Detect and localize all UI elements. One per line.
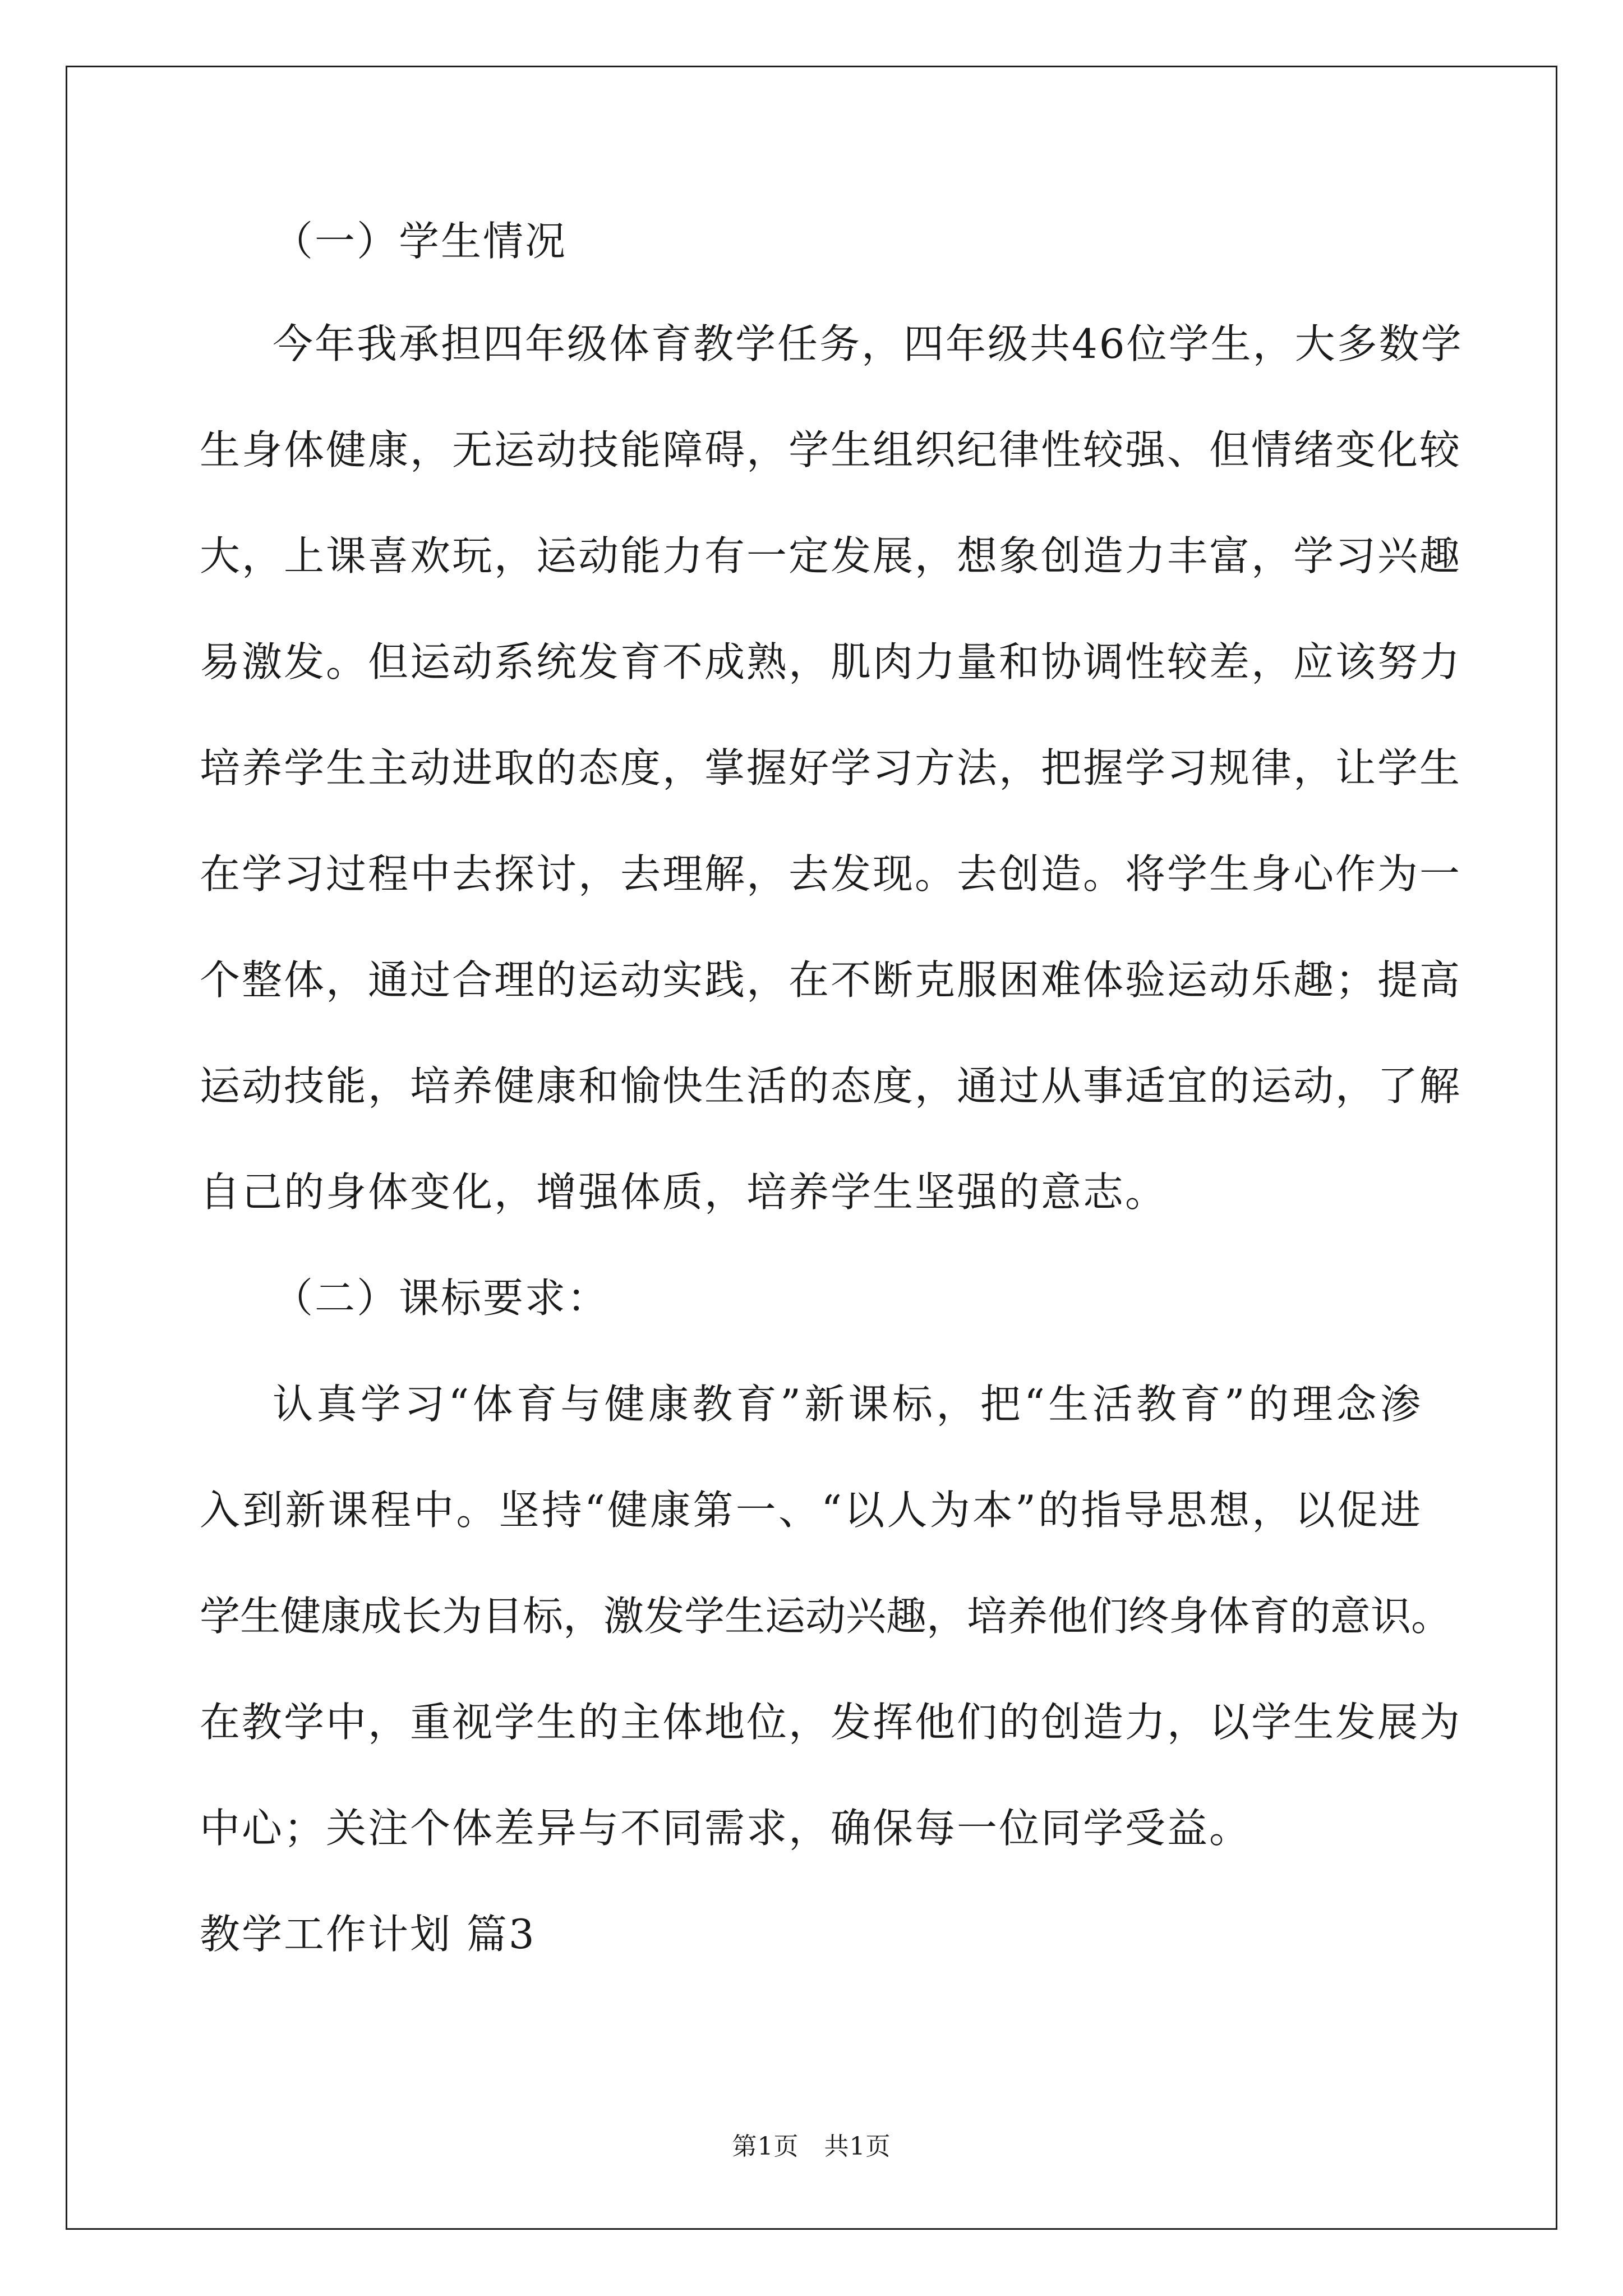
page-number-footer: 第1页 共1页: [732, 2132, 891, 2161]
section-heading-curriculum: （二）课标要求：: [273, 1274, 610, 1322]
paragraph-line: 个整体，通过合理的运动实践，在不断克服困难体验运动乐趣；提高: [200, 956, 1462, 1004]
paragraph-line: 生身体健康，无运动技能障碍，学生组织纪律性较强、但情绪变化较: [200, 426, 1462, 473]
paragraph-line: 中心；关注个体差异与不同需求，确保每一位同学受益。: [200, 1805, 1252, 1852]
paragraph-line: 在学习过程中去探讨，去理解，去发现。去创造。将学生身心作为一: [200, 850, 1462, 898]
paragraph-line: 运动技能，培养健康和愉快生活的态度，通过从事适宜的运动，了解: [200, 1062, 1462, 1110]
paragraph-line: 培养学生主动进取的态度，掌握好学习方法，把握学习规律，让学生: [200, 744, 1462, 792]
paragraph-line: 易激发。但运动系统发育不成熟，肌肉力量和协调性较差，应该努力: [200, 638, 1462, 685]
next-section-title: 教学工作计划 篇3: [200, 1911, 536, 1958]
section-heading-students: （一）学生情况: [273, 218, 568, 265]
paragraph-line: 学生健康成长为目标，激发学生运动兴趣，培养他们终身体育的意识。: [200, 1593, 1452, 1640]
paragraph-line: 在教学中，重视学生的主体地位，发挥他们的创造力，以学生发展为: [200, 1699, 1462, 1746]
paragraph-line: 入到新课程中。坚持“健康第一、“以人为本”的指导思想，以促进: [200, 1487, 1422, 1534]
paragraph-line: 认真学习“体育与健康教育”新课标，把“生活教育”的理念渗: [273, 1381, 1422, 1428]
paragraph-line: 大，上课喜欢玩，运动能力有一定发展，想象创造力丰富，学习兴趣: [200, 532, 1462, 579]
paragraph-line: 今年我承担四年级体育教学任务，四年级共46位学生，大多数学: [273, 320, 1463, 367]
paragraph-line: 自己的身体变化，增强体质，培养学生坚强的意志。: [200, 1168, 1168, 1216]
